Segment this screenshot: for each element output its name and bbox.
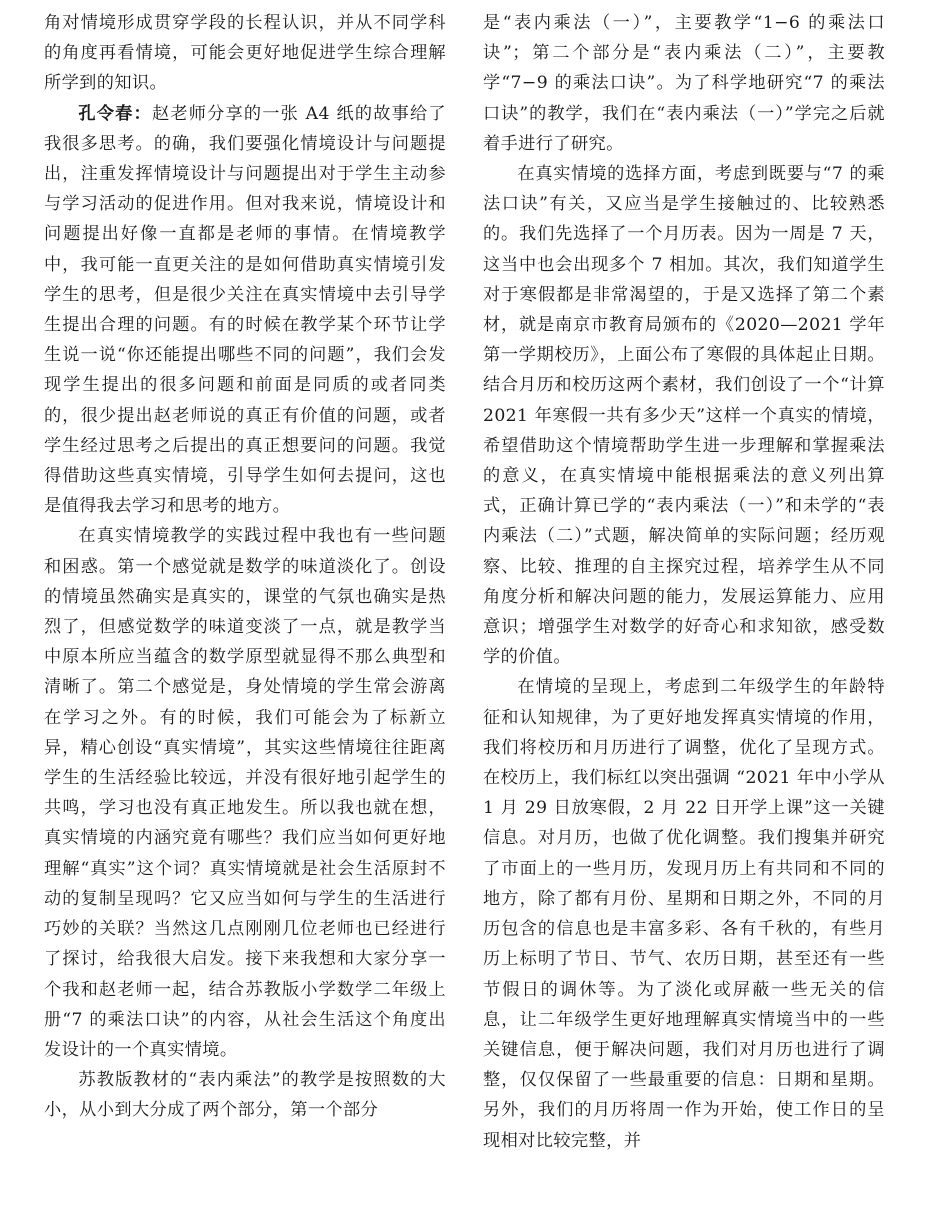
paragraph-kong-lingchun [44, 99, 446, 522]
paragraph-problems: 在真实情境教学的实践过程中我也有一些问题和困惑。第一个感觉就是数学的味道淡化了。创设的情境虽然确实是真实的，课堂的气氛也确实是热烈了，但感觉数学的味道变淡了一点，就是教学当中原本所应当蕴含的数学原型就显得不那么典型和清晰了。第二个感觉是，身处情境的学生常会游离在学习之外。有的时候，我们可能会为了标新立异，精心创设“真实情境”，其实这些情境往往距离学生的生活经验比较远，并没有很好地引起学生的共鸣，学习也没有真正地发生。所以我也就在想，真实情境的内涵究竟有哪些？我们应当如何更好地理解“真实”这个词？真实情境就是社会生活原封不动的复制呈现吗？它又应当如何与学生的生活进行巧妙的关联？当然这几点刚刚几位老师也已经进行了探讨，给我很大启发。接下来我想和大家分享一个我和赵老师一起，结合苏教版小学数学二年级上册“7 的乘法口诀”的内容，从社会生活这个角度出发设计的一个真实情境。 [44, 526, 446, 1060]
paragraph-continued: 角对情境形成贯穿学段的长程认识，并从不同学科的角度再看情境，可能会更好地促进学生综合理解所学到的知识。 [44, 13, 446, 94]
paragraph-situation-presentation: 在情境的呈现上，考虑到二年级学生的年龄特征和认知规律，为了更好地发挥真实情境的作用，我们将校历和月历进行了调整，优化了呈现方式。在校历上，我们标红以突出强调 “2021 年中小学从 1 月 29 日放寒假，2 月 22 日开学上课”这一关键信息。对月历，也做了优化调整。我们搜集并研究了市面上的一些月历，发现月历上有共同和不同的地方，除了都有月份、星期和日期之外，不同的月历包含的信息也是丰富多彩、各有千秋的，有些月历上标明了节日、节气、农历日期，甚至还有一些节假日的调休等。为了淡化或屏蔽一些无关的信息，让二年级学生更好地理解真实情境当中的一些关键信息，便于解决问题，我们对月历也进行了调整，仅仅保留了一些最重要的信息：日期和星期。另外，我们的月历将周一作为开始，使工作日的呈现相对比较完整，并 [483, 677, 885, 1151]
speaker-text: 赵老师分享的一张 A4 纸的故事给了我很多思考。的确，我们要强化情境设计与问题提出，注重发挥情境设计与问题提出对于学生主动参与学习活动的促进作用。但对我来说，情境设计和问题提出好像一直都是老师的事情。在情境教学中，我可能一直更关注的是如何借助真实情境引发学生的思考，但是很少关注在真实情境中去引导学生提出合理的问题。有的时候在教学某个环节让学生说一说“你还能提出哪些不同的问题”，我们会发现学生提出的很多问题和前面是同质的或者同类的，很少提出赵老师说的真正有价值的问题，或者学生经过思考之后提出的真正想要问的问题。我觉得借助这些真实情境，引导学生如何去提问，这也是值得我去学习和思考的地方。 [44, 103, 446, 517]
left-column [44, 8, 446, 1126]
paragraph-textbook: 苏教版教材的“表内乘法”的教学是按照数的大小，从小到大分成了两个部分，第一个部分 [44, 1070, 446, 1121]
paragraph-textbook-continued: 是“表内乘法（一）”，主要教学“1−6 的乘法口诀”；第二个部分是“表内乘法（二）”，主要教学“7−9 的乘法口诀”。为了科学地研究“7 的乘法口诀”的教学，我们在“表内乘法（一）”学完之后就着手进行了研究。 [483, 13, 885, 154]
speaker-name: 孔令春： [78, 103, 152, 124]
paragraph-situation-choice: 在真实情境的选择方面，考虑到既要与“7 的乘法口诀”有关，又应当是学生接触过的、比较熟悉的。我们先选择了一个月历表。因为一周是 7 天，这当中也会出现多个 7 相加。其次，我们知道学生对于寒假都是非常渴望的，于是又选择了第二个素材，就是南京市教育局颁布的《2020—2021 学年第一学期校历》，上面公布了寒假的具体起止日期。结合月历和校历这两个素材，我们创设了一个“计算 2021 年寒假一共有多少天”这样一个真实的情境，希望借助这个情境帮助学生进一步理解和掌握乘法的意义，在真实情境中能根据乘法的意义列出算式，正确计算已学的“表内乘法（一）”和未学的“表内乘法（二）”式题，解决简单的实际问题；经历观察、比较、推理的自主探究过程，培养学生从不同角度分析和解决问题的能力，发展运算能力、应用意识；增强学生对数学的好奇心和求知欲，感受数学的价值。 [483, 164, 885, 668]
right-column [483, 8, 885, 1156]
